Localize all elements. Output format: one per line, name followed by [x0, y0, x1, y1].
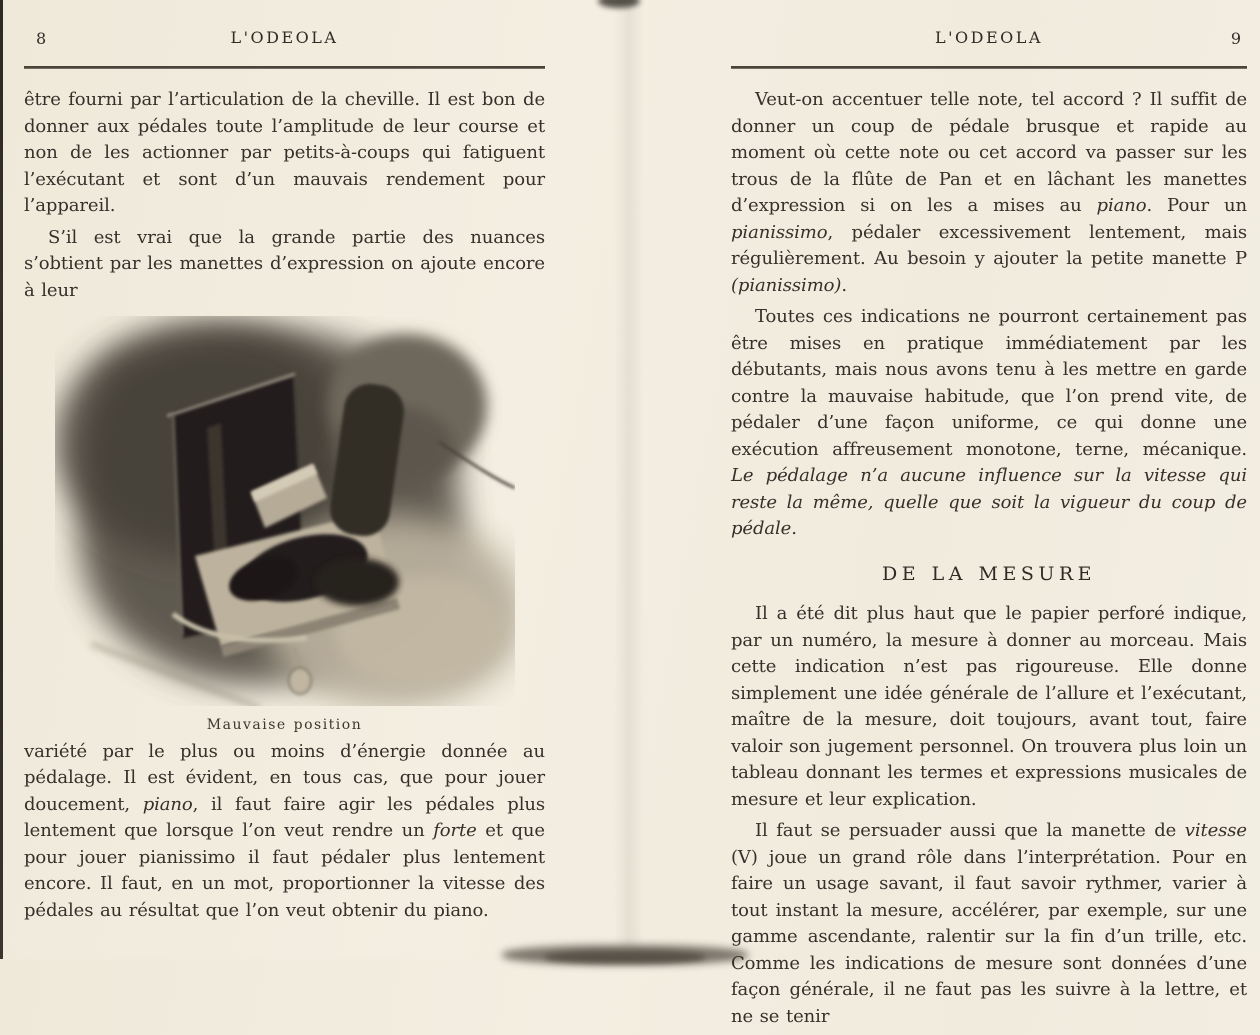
running-title: L'ODEOLA [935, 28, 1043, 47]
figure-photo [55, 316, 515, 706]
running-title: L'ODEOLA [230, 28, 339, 47]
paragraph: Toutes ces indications ne pourront certainement pas être mises en pratique immédiatement par les débutants, mais nous avons tenu à les mettre en garde contre la mauvaise habitude, que l’on prend vite, de pédaler d’une façon uniforme, ce qui donne une exécution affreusement monotone, terne, mécanique. Le pédalage n’a aucune influence sur la vitesse qui reste la même, quelle que soit la vigueur du coup de pédale. [731, 306, 1247, 539]
paragraph: être fourni par l’articulation de la cheville. Il est bon de donner aux pédales toute l’amplitude de leur course et non de les actionner par petits-à-coups qui fatiguent l’exécutant et sont d’un mauvais rendement pour l’appareil. [24, 89, 545, 216]
section-heading: DE LA MESURE [881, 562, 1097, 585]
paragraph: Veut-on accentuer telle note, tel accord ? Il suffit de donner un coup de pédale brusque et rapide au moment où cette note ou cet accord va passer sur les trous de la flûte de Pan et en lâchant les manettes d’expression si on les a mises au piano. Pour un pianissimo, pédaler excessivement lentement, mais régulièrement. Au besoin y ajouter la petite manette P (pianissimo). [731, 89, 1247, 296]
page-number: 9 [1230, 29, 1241, 48]
paragraph: Il faut se persuader aussi que la manette de vitesse (V) joue un grand rôle dans l’interprétation. Pour en faire un usage savant, il faut savoir rythmer, varier à tout instant la mesure, accélérer, par exemple, sur une gamme ascendante, ralentir sur la fin d’un trille, etc. Comme les indications de mesure sont données d’une façon générale, il ne faut pas les suivre à la lettre, et ne se tenir [731, 820, 1247, 1027]
book-gutter-shade [614, 0, 644, 959]
page-header [731, 28, 1247, 52]
page-body-text [24, 87, 545, 924]
page-number: 8 [36, 29, 47, 48]
paragraph: S’il est vrai que la grande partie des nuances s’obtient par les manettes d’expression on ajoute encore à leur [24, 226, 545, 301]
book-page-left [24, 28, 545, 929]
header-rule [731, 66, 1247, 69]
header-rule [24, 66, 545, 69]
paragraph: variété par le plus ou moins d’énergie donnée au pédalage. Il est évident, en tous cas, que pour jouer doucement, piano, il faut faire agir les pédales plus lentement que lorsque l’on veut rendre un forte et que pour jouer pianissimo il faut pédaler plus lentement encore. Il faut, en un mot, proportionner la vitesse des pédales au résultat que l’on veut obtenir du piano. [24, 740, 545, 921]
page-body-text [731, 87, 1247, 1030]
figure-caption: Mauvaise position [206, 717, 363, 733]
book-page-right [731, 28, 1247, 1035]
boot-on-pedal-photo [55, 316, 515, 706]
scan-edge-shadow-left [0, 0, 3, 959]
page-header [24, 28, 545, 52]
gutter-bottom-shadow-core [545, 951, 705, 963]
paragraph: Il a été dit plus haut que le papier perforé indique, par un numéro, la mesure à donner au morceau. Mais cette indication n’est pas rigoureuse. Elle donne simplement une idée générale de l’allure et l’exécutant, maître de la mesure, doit toujours, avant tout, faire valoir son jugement personnel. On trouvera plus loin un tableau donnant les termes et expressions musicales de mesure et leur explication. [731, 603, 1247, 810]
